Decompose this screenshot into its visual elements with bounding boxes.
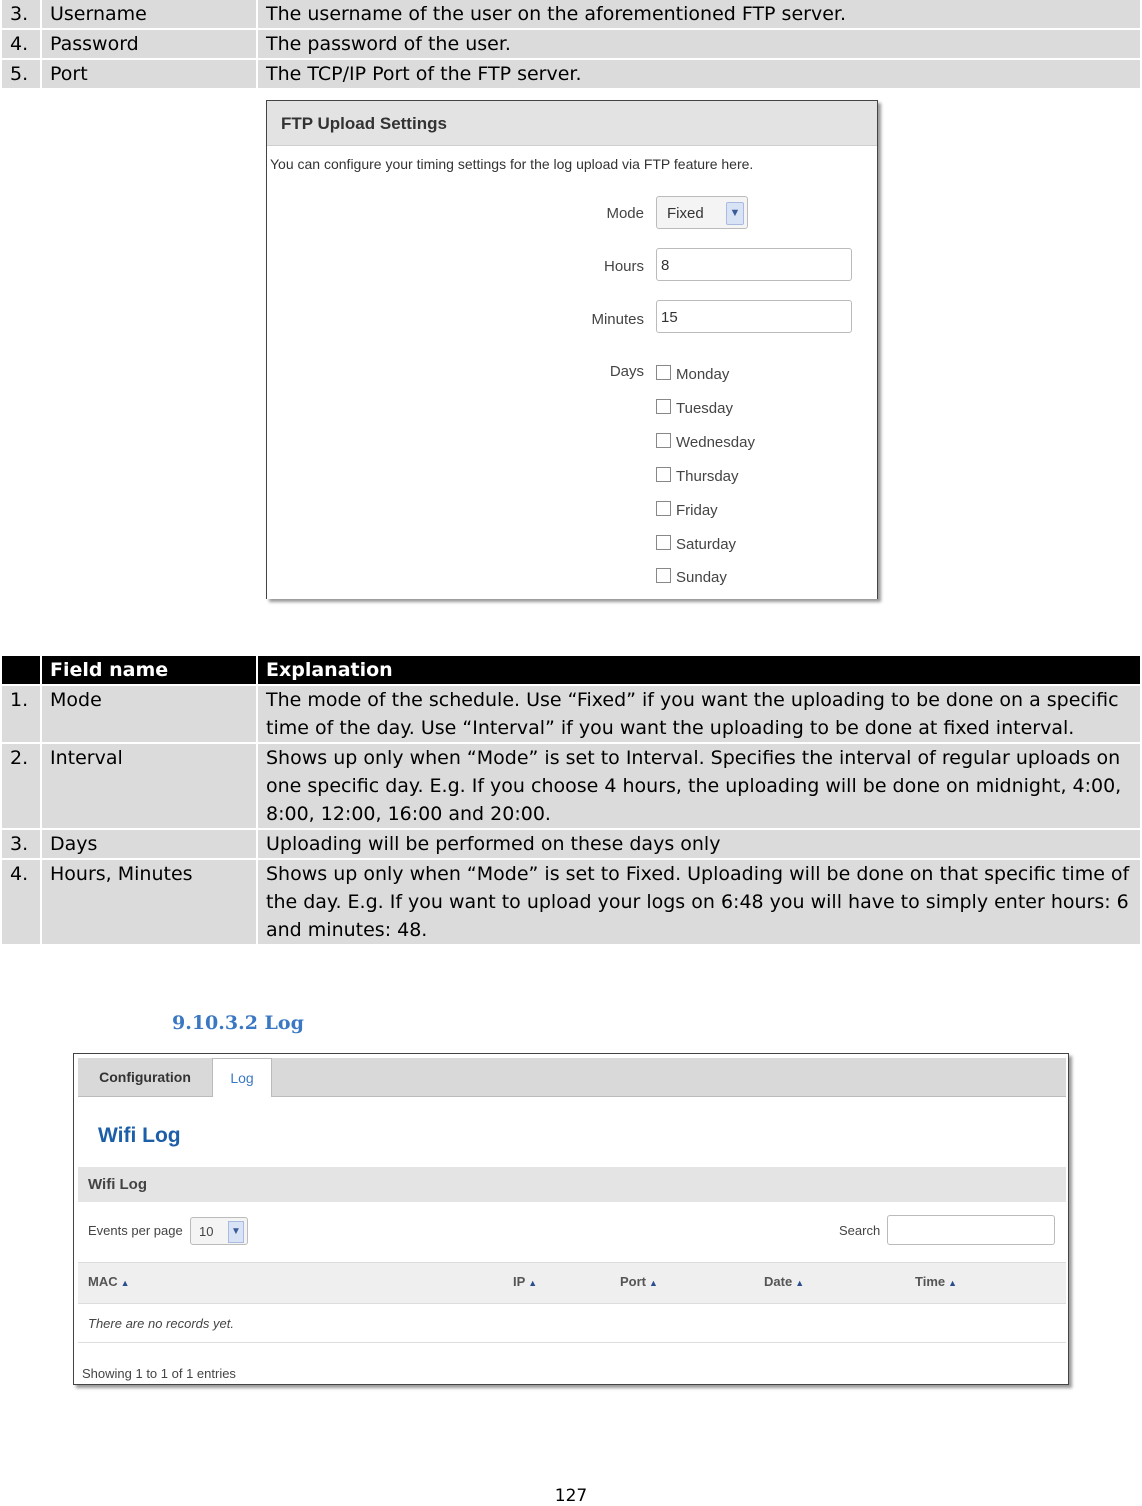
day-checkbox-saturday[interactable] <box>656 535 736 553</box>
events-per-page-label: Events per page <box>88 1223 183 1238</box>
column-label: Port <box>620 1274 646 1289</box>
row-explanation: The TCP/IP Port of the FTP server. <box>258 60 1140 90</box>
row-field-name: Username <box>42 0 256 30</box>
column-label: Date <box>764 1274 793 1289</box>
table-row <box>2 686 1140 744</box>
header-explanation: Explanation <box>258 656 1140 686</box>
section-heading: 9.10.3.2 Log <box>172 1012 304 1034</box>
day-label: Monday <box>676 366 730 383</box>
page-title: Wifi Log <box>98 1124 181 1147</box>
events-per-page-select[interactable] <box>190 1217 248 1245</box>
row-explanation: Uploading will be performed on these days only <box>258 830 1140 860</box>
ftp-upload-settings-panel <box>266 100 878 599</box>
entries-summary: Showing 1 to 1 of 1 entries <box>82 1366 236 1381</box>
checkbox[interactable] <box>656 433 671 448</box>
field-explanation-table <box>0 656 1142 946</box>
minutes-label: Minutes <box>591 311 644 328</box>
day-label: Sunday <box>676 569 727 586</box>
table-row <box>2 744 1140 830</box>
day-checkbox-monday[interactable] <box>656 365 729 383</box>
empty-message: There are no records yet. <box>88 1316 234 1331</box>
table-row <box>2 860 1140 946</box>
row-field-name: Hours, Minutes <box>42 860 256 946</box>
table-row <box>2 30 1140 60</box>
checkbox[interactable] <box>656 467 671 482</box>
table-row <box>2 60 1140 90</box>
checkbox[interactable] <box>656 365 671 380</box>
row-number: 3. <box>2 830 40 860</box>
days-label: Days <box>609 363 644 380</box>
row-number: 4. <box>2 860 40 946</box>
divider <box>78 1342 1066 1343</box>
day-checkbox-sunday[interactable] <box>656 568 727 586</box>
row-field-name: Interval <box>42 744 256 830</box>
chevron-down-icon: ▼ <box>228 1221 244 1243</box>
day-checkbox-wednesday[interactable] <box>656 433 755 451</box>
row-field-name: Password <box>42 30 256 60</box>
column-port[interactable] <box>620 1274 658 1289</box>
row-explanation: Shows up only when “Mode” is set to Fixed. Uploading will be done on that specific time of the day. E.g. If you want to upload your logs on 6:48 you will have to simply enter hours: 6 and minutes: 48. <box>258 860 1140 946</box>
row-explanation: The username of the user on the aforementioned FTP server. <box>258 0 1140 30</box>
panel-title: FTP Upload Settings <box>267 101 877 146</box>
mode-label: Mode <box>606 205 644 222</box>
row-explanation: The password of the user. <box>258 30 1140 60</box>
column-label: Time <box>915 1274 946 1289</box>
table-row <box>2 830 1140 860</box>
top-field-table <box>0 0 1142 90</box>
mode-select[interactable] <box>656 196 748 229</box>
column-mac[interactable] <box>88 1274 130 1289</box>
checkbox[interactable] <box>656 399 671 414</box>
day-label: Wednesday <box>676 434 755 451</box>
chevron-down-icon: ▼ <box>726 202 744 225</box>
row-number: 1. <box>2 686 40 744</box>
day-label: Thursday <box>676 468 739 485</box>
column-time[interactable] <box>915 1274 957 1289</box>
page-number: 127 <box>554 1486 588 1506</box>
day-label: Saturday <box>676 536 737 553</box>
day-label: Friday <box>676 502 718 519</box>
log-table-header <box>78 1262 1066 1304</box>
header-number <box>2 656 40 686</box>
checkbox[interactable] <box>656 535 671 550</box>
events-value: 10 <box>199 1224 214 1239</box>
panel-description: You can configure your timing settings for the log upload via FTP feature here. <box>270 156 754 172</box>
row-number: 2. <box>2 744 40 830</box>
row-number: 4. <box>2 30 40 60</box>
table-header <box>2 656 1140 686</box>
tab-log[interactable]: Log <box>212 1058 272 1097</box>
minutes-input[interactable]: 15 <box>656 300 852 333</box>
day-checkbox-friday[interactable] <box>656 501 718 519</box>
row-number: 5. <box>2 60 40 90</box>
sort-up-icon: ▲ <box>120 1278 130 1288</box>
column-label: IP <box>513 1274 526 1289</box>
tab-configuration[interactable]: Configuration <box>99 1069 191 1085</box>
sort-up-icon: ▲ <box>795 1278 805 1288</box>
row-number: 3. <box>2 0 40 30</box>
tab-bar <box>78 1058 1066 1097</box>
column-label: MAC <box>88 1274 118 1289</box>
row-explanation: The mode of the schedule. Use “Fixed” if you want the uploading to be done on a specific time of the day. Use “Interval” if you want the uploading to be done at fixed interval. <box>258 686 1140 744</box>
sort-up-icon: ▲ <box>649 1278 658 1288</box>
row-field-name: Mode <box>42 686 256 744</box>
day-label: Tuesday <box>676 400 733 417</box>
column-date[interactable] <box>764 1274 804 1289</box>
search-input[interactable] <box>887 1215 1055 1245</box>
wifi-log-panel <box>73 1053 1069 1385</box>
day-checkbox-tuesday[interactable] <box>656 399 733 417</box>
row-field-name: Days <box>42 830 256 860</box>
hours-input[interactable]: 8 <box>656 248 852 281</box>
hours-label: Hours <box>603 258 644 275</box>
sort-up-icon: ▲ <box>528 1278 538 1288</box>
day-checkbox-thursday[interactable] <box>656 467 739 485</box>
search-label: Search <box>839 1223 881 1238</box>
row-field-name: Port <box>42 60 256 90</box>
checkbox[interactable] <box>656 501 671 516</box>
mode-value: Fixed <box>667 205 704 222</box>
header-field-name: Field name <box>42 656 256 686</box>
checkbox[interactable] <box>656 568 671 583</box>
column-ip[interactable] <box>513 1274 537 1289</box>
sort-up-icon: ▲ <box>948 1278 958 1288</box>
table-row <box>2 0 1140 30</box>
row-explanation: Shows up only when “Mode” is set to Interval. Specifies the interval of regular uploads on one specific day. E.g. If you choose 4 hours, the uploading will be done on midnight, 4:00, 8:00, 12:00, 16:00 and 20:00. <box>258 744 1140 830</box>
section-title: Wifi Log <box>78 1167 1066 1202</box>
